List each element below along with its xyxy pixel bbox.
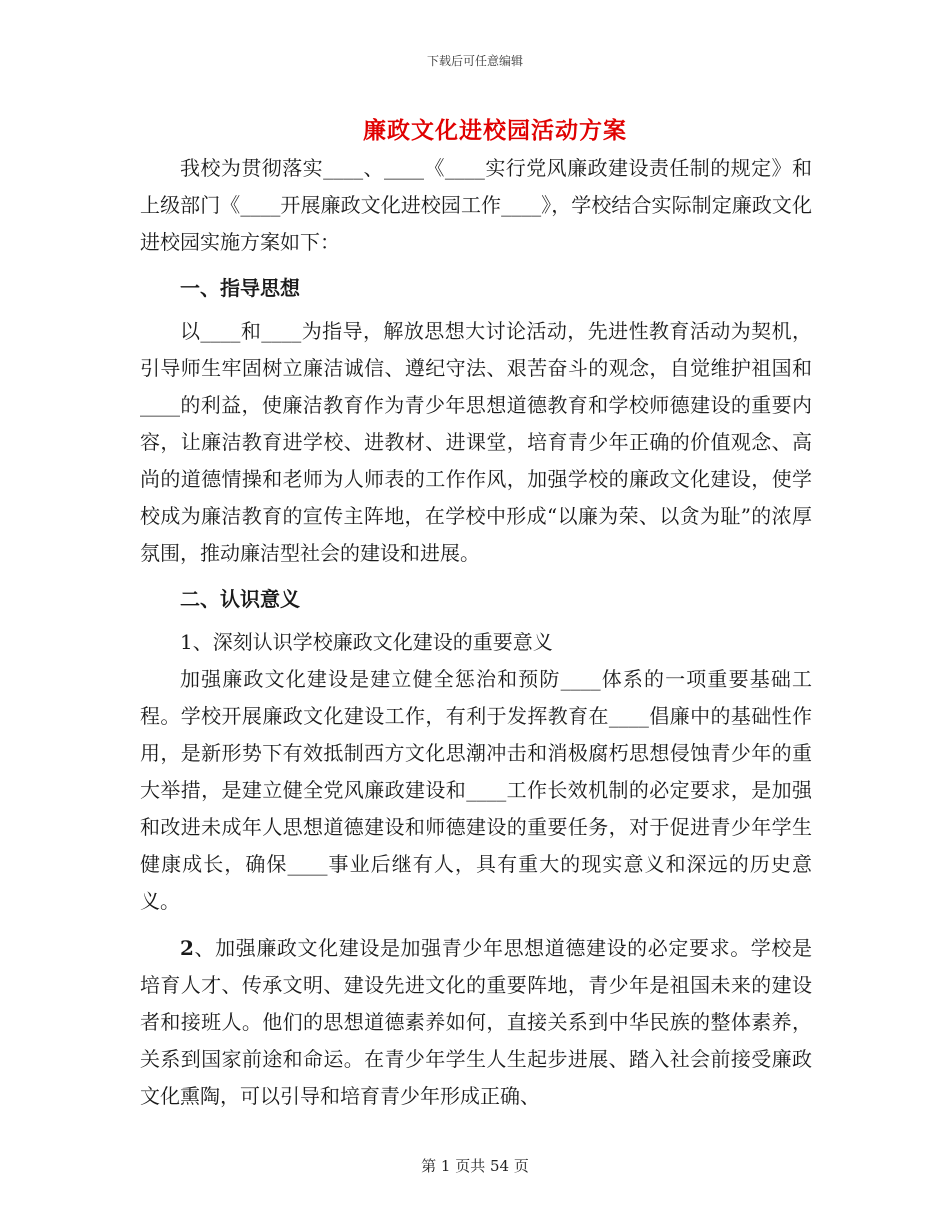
significance-item-2-number: 2 — [180, 936, 194, 960]
guiding-thought-paragraph: 以____和____为指导，解放思想大讨论活动，先进性教育活动为契机，引导师生牢固树立廉洁诚信、遵纪守法、艰苦奋斗的观念，自觉维护祖国和____的利益，使廉洁教育作为青少年思想道德教育和学校师德建设的重要内容，让廉洁教育进学校、进教材、进课堂，培育青少年正确的价值观念、高尚的道德情操和老师为人师表的工作作风，加强学校的廉政文化建设，使学校成为廉洁教育的宣传主阵地，在学校中形成“以廉为荣、以贪为耻”的浓厚氛围，推动廉洁型社会的建设和进展。 — [140, 319, 812, 565]
section-heading-significance: 二、认识意义 — [180, 587, 300, 611]
significance-item-2-text: 、加强廉政文化建设是加强青少年思想道德建设的必定要求。学校是培育人才、传承文明、建设先进文化的重要阵地，青少年是祖国未来的建设者和接班人。他们的思想道德素养如何，直接关系到中华民族的整体素养，关系到国家前途和命运。在青少年学生人生起步进展、踏入社会前接受廉政文化熏陶，可以引导和培育青少年形成正确、 — [140, 936, 812, 1108]
significance-item-2-paragraph — [140, 930, 812, 1115]
section-heading-guiding-thought: 一、指导思想 — [180, 276, 300, 300]
intro-paragraph: 我校为贯彻落实____、____《____实行党风廉政建设责任制的规定》和上级部门《____开展廉政文化进校园工作____》，学校结合实际制定廉政文化进校园实施方案如下： — [140, 156, 812, 254]
page-header-note: 下载后可任意编辑 — [426, 54, 523, 68]
document-title: 廉政文化进校园活动方案 — [363, 117, 627, 144]
significance-item-1-title: 1、深刻认识学校廉政文化建设的重要意义 — [180, 630, 553, 654]
significance-item-1-paragraph: 加强廉政文化建设是建立健全惩治和预防____体系的一项重要基础工程。学校开展廉政文化建设工作，有利于发挥教育在____倡廉中的基础性作用，是新形势下有效抵制西方文化思潮冲击和消极腐朽思想侵蚀青少年的重大举措，是建立健全党风廉政建设和____工作长效机制的必定要求，是加强和改进未成年人思想道德建设和师德建设的重要任务，对于促进青少年学生健康成长，确保____事业后继有人，具有重大的现实意义和深远的历史意义。 — [140, 667, 812, 913]
document-body — [140, 150, 812, 1115]
page-number-footer: 第 1 页共 54 页 — [421, 1157, 529, 1175]
